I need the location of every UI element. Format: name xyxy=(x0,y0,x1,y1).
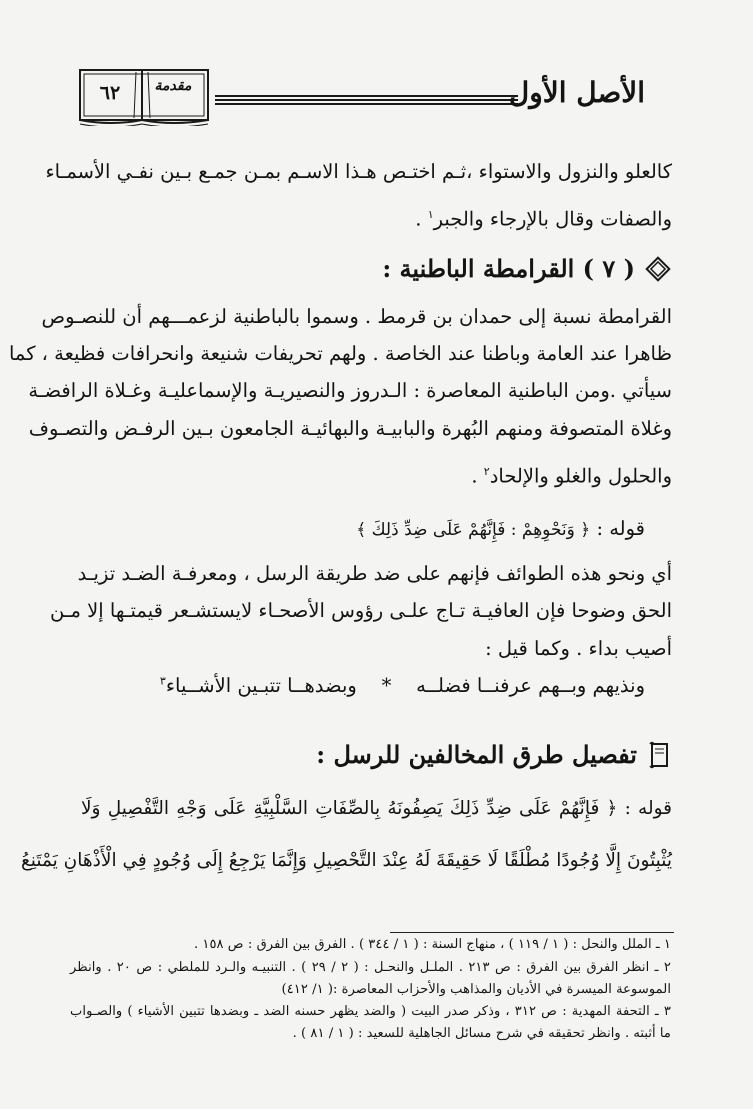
footnote: الموسوعة الميسرة في الأديان والمذاهب والأحزاب المعاصرة :( ١/ ٤١٢) xyxy=(281,982,671,997)
footnote: ٣ ـ التحفة المهدية : ص ٣١٢ ، وذكر صدر البيت ( والضد يظهر حسنه الضد ـ وبضدها تتبين الأشياء ) والصـواب xyxy=(70,1004,671,1019)
page-header-book-frame xyxy=(78,66,212,126)
body-line: وغلاة المتصوفة ومنهم البُهرة والبابيـة والبهائيـة الجامعون بـين الرفـض والتصـوف xyxy=(28,417,672,440)
footnote-ref: ٣ xyxy=(159,674,166,688)
verse-separator: * xyxy=(381,674,392,697)
footnote: ما أثبته . وانظر تحقيقه في شرح مسائل الجاهلية للسعيد : ( ١ / ٨١ ) . xyxy=(292,1026,671,1041)
quote-label: قوله : xyxy=(596,517,645,540)
quote-label: قوله : xyxy=(624,798,672,819)
header-rule xyxy=(215,95,518,107)
poetry-verse xyxy=(160,674,645,697)
footnote-ref: ٢ xyxy=(483,465,490,478)
section-heading xyxy=(316,740,671,769)
heading-text: ( ٧ ) القرامطة الباطنية : xyxy=(382,254,635,283)
body-line: كالعلو والنزول والاستواء ،ثـم اختـص هـذا الاسـم بمـن جمـع بـين نفـي الأسمـاء xyxy=(45,160,672,183)
body-line: سيأتي .ومن الباطنية المعاصرة : الـدروز والنصيريـة والإسماعليـة وغـلاة الرافضـة xyxy=(28,379,672,402)
scroll-icon xyxy=(647,741,671,769)
footnote: ٢ ـ انظر الفرق بين الفرق : ص ٢١٣ . الملـل والنحـل : ( ٢ / ٢٩ ) . التنبيـه والـرد للملطي : ص ٢٠ . وانظر xyxy=(70,960,671,975)
body-line: ظاهرا عند العامة وباطنا عند الخاصة . ولهم تحريفات شنيعة وانحرافات فظيعة ، كما xyxy=(8,342,672,365)
verse-second-hemistich: وبضدهــا تتبـين الأشــياء xyxy=(165,674,357,697)
body-line-text: والصفات وقال بالإرجاء والجبر xyxy=(433,207,672,231)
quote-line xyxy=(81,794,672,824)
section-label: مقدمة xyxy=(154,78,192,94)
body-line: أي ونحو هذه الطوائف فإنهم على ضد طريقة الرسل ، ومعرفـة الضـد تزيـد xyxy=(77,562,672,585)
body-line: القرامطة نسبة إلى حمدان بن قرمط . وسموا بالباطنية لزعمـــهم أن للنصـوص xyxy=(41,305,672,328)
body-line: والصفات وقال بالإرجاء والجبر$^١$ . xyxy=(415,207,672,231)
chapter-title: الأصل الأول xyxy=(508,76,645,109)
footnote-ref: ١ xyxy=(427,208,434,221)
quote-line xyxy=(81,514,645,545)
body-line: والحلول والغلو والإلحاد$^٢$ . xyxy=(471,464,672,488)
body-line-text: والحلول والغلو والإلحاد xyxy=(489,464,672,488)
page-number: ٦٢ xyxy=(99,82,121,104)
footnote-separator xyxy=(390,932,674,933)
verse-first-hemistich: ونذيهم وبــهم عرفنــا فضلــه xyxy=(416,674,645,697)
ornament-diamond-icon xyxy=(645,256,671,282)
heading-text: تفصيل طرق المخالفين للرسل : xyxy=(316,740,637,769)
body-line: أصيب بداء . وكما قيل : xyxy=(485,637,672,660)
section-heading xyxy=(382,254,671,283)
quote-line: يُثْبِتُونَ إِلَّا وُجُودًا مُطْلَقًا لَا حَقِيقَةَ لَهُ عِنْدَ التَّحْصِيلِ وَإِنَّمَا يَرْجِعُ إِلَى وُجُودٍ فِي الْأَذْهَانِ يَمْتَنِعُ xyxy=(20,850,672,871)
quote-text: ﴿ وَنَحْوِهِمْ : فَإِنَّهُمْ عَلَى ضِدِّ ذَلِكَ ﴾ xyxy=(356,520,591,540)
body-line: الحق وضوحا فإن العافيـة تـاج علـى رؤوس الأصحـاء لايستشـعر قيمتـها إلا مـن xyxy=(49,599,672,622)
footnote: ١ ـ الملل والنحل : ( ١ / ١١٩ ) ، منهاج السنة : ( ١ / ٣٤٤ ) . الفرق بين الفرق : ص ١٥٨ . xyxy=(193,937,671,952)
quote-text: ﴿ فَإِنَّهُمْ عَلَى ضِدِّ ذَلِكَ يَصِفُونَهُ بِالصِّفَاتِ السَّلْبِيَّةِ عَلَى وَجْهِ التَّفْصِيلِ وَلَا xyxy=(81,798,618,819)
